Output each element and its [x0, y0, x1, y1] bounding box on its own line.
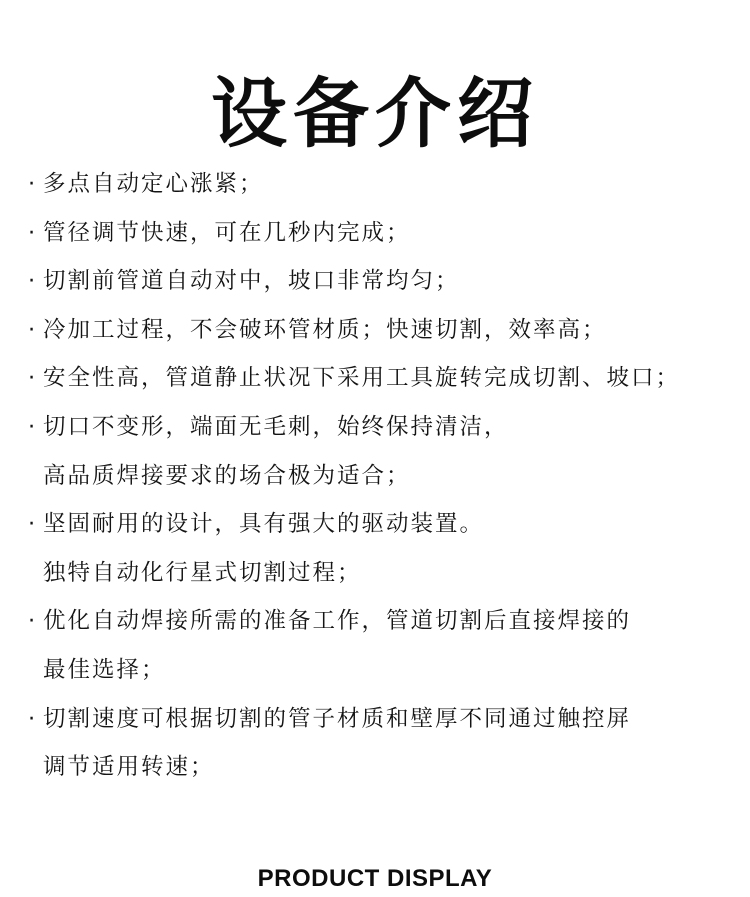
feature-line — [28, 403, 744, 452]
feature-text: 安全性高，管道静止状况下采用工具旋转完成切割、坡口； — [43, 365, 681, 392]
feature-line-continued — [28, 743, 744, 792]
bullet-dot: · — [28, 413, 36, 440]
feature-line-continued — [28, 452, 744, 501]
feature-text: 独特自动化行星式切割过程； — [43, 559, 362, 586]
bullet-dot: · — [28, 511, 36, 538]
feature-item — [28, 500, 744, 597]
bullet-dot: · — [28, 365, 36, 392]
feature-text: 最佳选择； — [43, 656, 166, 683]
feature-text: 高品质焊接要求的场合极为适合； — [43, 462, 411, 489]
feature-item — [28, 160, 744, 209]
bullet-dot: · — [28, 219, 36, 246]
bullet-dot: · — [28, 268, 36, 295]
feature-text: 多点自动定心涨紧； — [43, 171, 264, 197]
feature-line — [28, 257, 744, 306]
feature-line — [28, 160, 744, 209]
feature-line — [28, 500, 744, 549]
feature-text: 优化自动焊接所需的准备工作，管道切割后直接焊接的 — [43, 608, 632, 635]
bullet-dot: · — [28, 705, 36, 732]
feature-text: 管径调节快速，可在几秒内完成； — [43, 219, 411, 246]
feature-text: 切割前管道自动对中，坡口非常均匀； — [43, 268, 460, 295]
feature-text: 切割速度可根据切割的管子材质和壁厚不同通过触控屏 — [43, 705, 632, 732]
feature-line-continued — [28, 646, 744, 695]
feature-text: 调节适用转速； — [43, 754, 215, 781]
feature-item — [28, 209, 744, 258]
feature-line — [28, 306, 744, 355]
feature-text: 切口不变形，端面无毛刺，始终保持清洁， — [43, 413, 509, 440]
feature-item — [28, 403, 744, 500]
product-display-heading: PRODUCT DISPLAY — [257, 865, 493, 892]
bullet-dot: · — [28, 316, 36, 343]
feature-item — [28, 257, 744, 306]
feature-line-continued — [28, 549, 744, 598]
feature-item — [28, 695, 744, 792]
bullet-dot: · — [28, 608, 36, 635]
feature-item — [28, 597, 744, 694]
feature-item — [28, 354, 744, 403]
feature-text: 坚固耐用的设计，具有强大的驱动装置。 — [43, 511, 485, 538]
feature-line — [28, 695, 744, 744]
bullet-dot: · — [28, 171, 36, 197]
feature-text: 冷加工过程，不会破环管材质；快速切割，效率高； — [43, 316, 607, 343]
feature-line — [28, 209, 744, 258]
feature-line — [28, 597, 744, 646]
feature-line — [28, 354, 744, 403]
page-title: 设备介绍 — [211, 68, 539, 158]
feature-list — [28, 160, 744, 792]
feature-item — [28, 306, 744, 355]
